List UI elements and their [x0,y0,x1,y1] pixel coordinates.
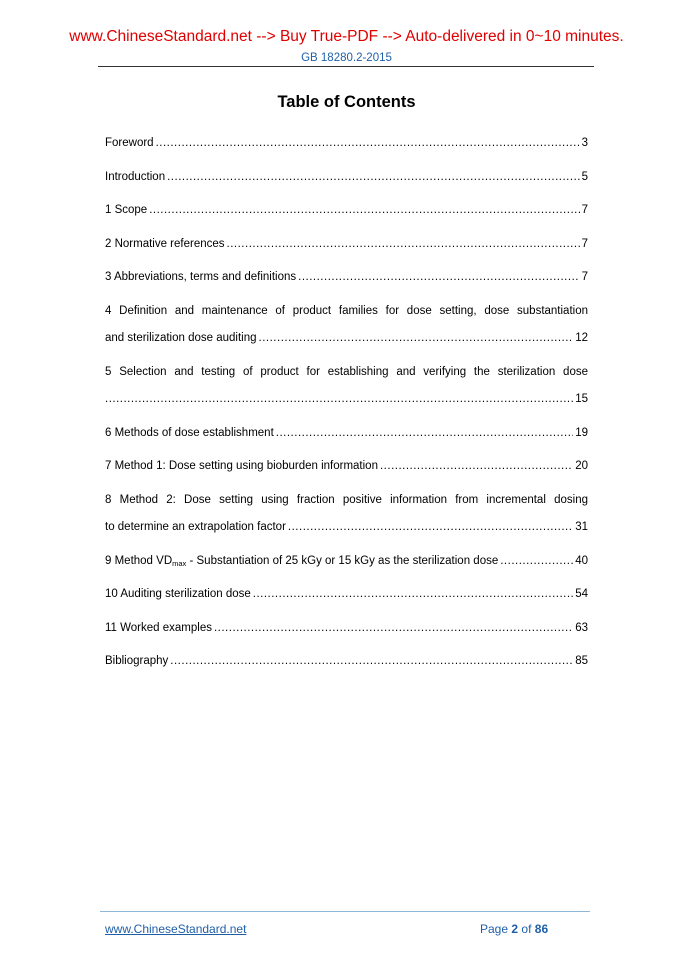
toc-entry-worked-examples[interactable] [105,615,588,643]
promo-banner[interactable]: www.ChineseStandard.net --> Buy True-PDF --> Auto-delivered in 0~10 minutes. [69,28,624,45]
toc-entry-label: 1 Scope [105,204,148,216]
toc-entry-normative-references[interactable] [105,231,588,259]
toc-entry-label: and sterilization dose auditing [105,332,257,344]
page-total: 86 [534,922,549,936]
toc-entry-label: 3 Abbreviations, terms and definitions [105,271,297,283]
dot-leader [214,615,573,643]
toc-entry-introduction[interactable] [105,164,588,192]
dot-leader [253,581,573,609]
toc-entry-dose-establishment[interactable] [105,420,588,448]
toc-entry-label: to determine an extrapolation factor [105,521,286,533]
toc-entry-page: 85 [575,655,588,667]
toc-entry-page: 31 [575,521,588,533]
toc-entry-label: Foreword [105,137,154,149]
toc-entry-label: 11 Worked examples [105,621,212,634]
toc-entry-page: 63 [575,621,588,634]
toc-entry-label: 2 Normative references [105,237,225,250]
dot-leader [276,420,573,448]
toc-entry-label-line1: 8 Method 2: Dose setting using fraction positive information from incremental dosing [105,493,588,506]
toc-entry-page: 54 [575,588,588,600]
toc-entry-page: 15 [575,393,588,405]
toc-entry-label-subscript: max [172,558,187,568]
dot-leader [227,231,580,259]
toc-entry-label-line1: 5 Selection and testing of product for establishing and verifying the sterilization dose [105,365,588,378]
dot-leader [167,164,579,192]
toc-entry-label-line1: 4 Definition and maintenance of product families for dose setting, dose substantiation [105,304,588,317]
toc-entry-label: Introduction [105,170,166,183]
page-title: Table of Contents [277,93,416,111]
toc-entry-bibliography[interactable] [105,648,588,676]
toc-entry-method-2[interactable] [105,487,588,542]
toc-entry-page: 7 [581,237,588,250]
toc-entry-method-1[interactable] [105,453,588,481]
dot-leader [259,325,574,353]
page-indicator [480,921,548,937]
toc-entry-label: 7 Method 1: Dose setting using bioburden information [105,460,378,472]
toc-entry-label [105,548,498,576]
toc-entry-foreword[interactable] [105,130,588,158]
dot-leader [105,386,573,414]
toc-entry-selection-testing[interactable] [105,359,588,414]
toc-entry-method-vdmax[interactable] [105,548,588,576]
toc-entry-page: 7 [581,271,588,283]
toc-entry-label: Bibliography [105,655,169,667]
toc-entry-auditing[interactable] [105,581,588,609]
toc-entry-page: 19 [575,426,588,439]
header-divider [98,66,594,67]
page-of: of [521,922,532,936]
toc-entry-scope[interactable] [105,197,588,225]
dot-leader [380,453,573,481]
toc-entry-page: 5 [581,170,588,183]
page-label: Page [480,922,509,936]
toc-entry-label: 10 Auditing sterilization dose [105,588,251,600]
toc-entry-label-pre: 9 Method VD [105,554,173,567]
dot-leader [149,197,579,225]
toc-entry-abbreviations[interactable] [105,264,588,292]
dot-leader [500,548,573,576]
dot-leader [288,514,573,542]
dot-leader [170,648,573,676]
footer-divider [100,911,590,912]
toc-entry-page: 3 [581,137,588,149]
toc-entry-product-families[interactable] [105,298,588,353]
toc-entry-label-post: - Substantiation of 25 kGy or 15 kGy as the sterilization dose [186,554,499,567]
toc-entry-label: 6 Methods of dose establishment [105,426,274,439]
page-current: 2 [511,922,519,936]
toc-entry-page: 12 [575,332,588,344]
document-number: GB 18280.2-2015 [301,52,392,64]
toc-entry-page: 7 [581,204,588,216]
table-of-contents [105,130,588,676]
footer-website-link[interactable]: www.ChineseStandard.net [105,922,247,936]
dot-leader [156,130,580,158]
toc-entry-page: 20 [575,460,588,472]
toc-entry-page: 40 [575,554,588,567]
dot-leader [298,264,579,292]
